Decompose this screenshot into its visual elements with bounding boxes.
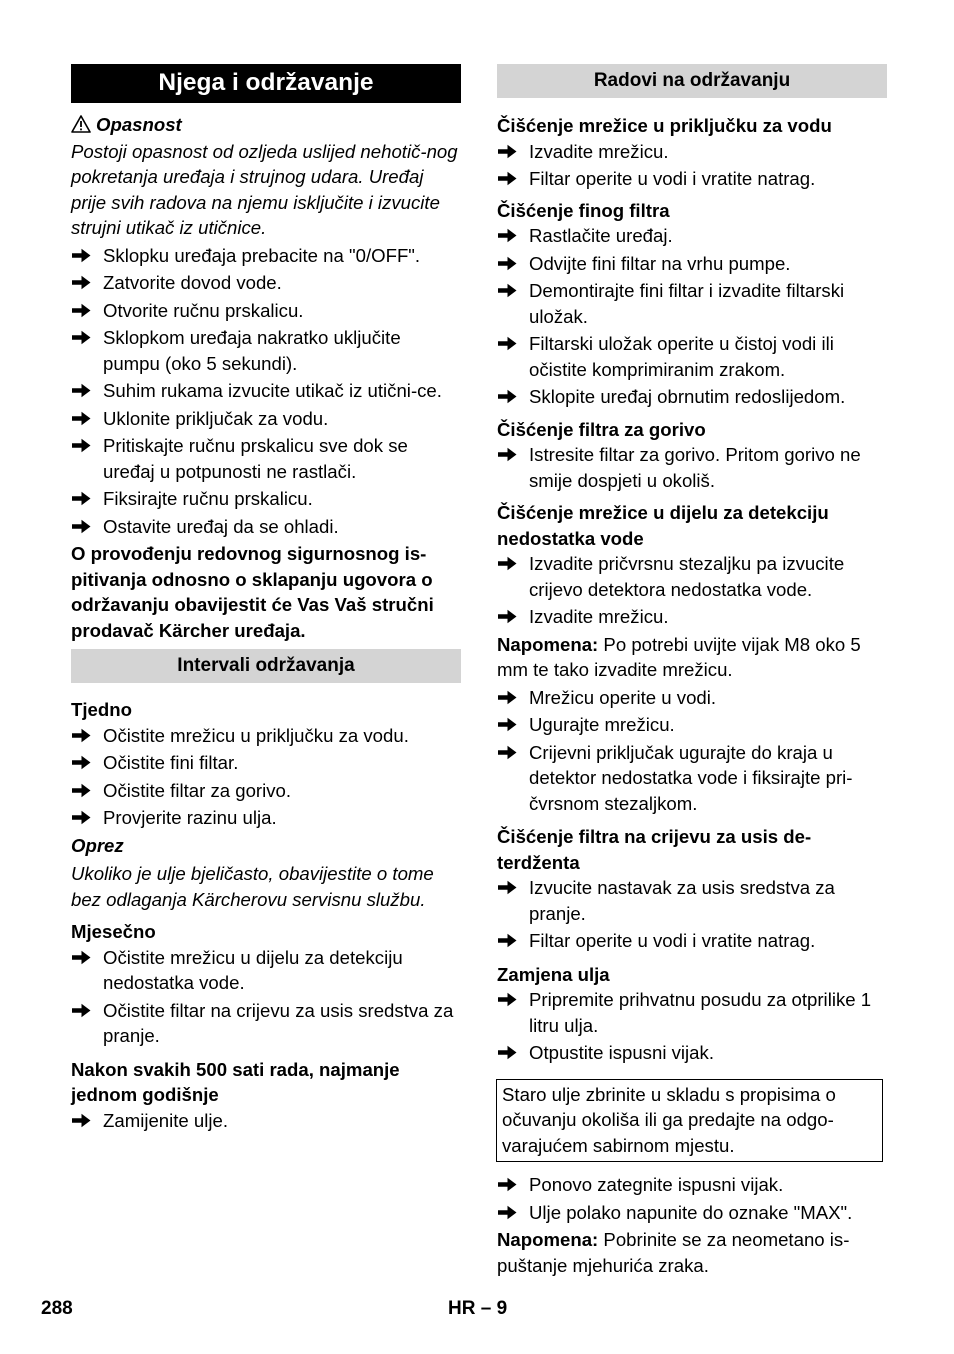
list-item-text: Mrežicu operite u vodi. [529,686,717,708]
arrow-right-icon [498,933,517,948]
list-item-text: Fiksirajte ručnu prskalicu. [103,488,313,509]
arrow-right-icon [498,1205,517,1220]
list-item-text: Očistite fini filtar. [103,752,239,773]
monthly-steps-list [71,945,461,1049]
list-item-text: Suhim rukama izvucite utikač iz utični-ce. [103,380,442,401]
arrow-right-icon [498,690,517,705]
list-item [71,805,461,831]
oil-change-steps-b [497,1172,887,1225]
list-item [497,1200,887,1226]
list-item-text: Filtar operite u vodi i vratite natrag. [529,930,816,951]
list-item [71,243,461,269]
list-item [71,378,461,404]
list-item [497,442,887,493]
water-shortage-steps-b [497,685,887,817]
fuel-filter-heading: Čišćenje filtra za gorivo [497,418,706,440]
list-item-text: Ugurajte mrežicu. [529,714,675,735]
list-item-text: Očistite mrežicu u priključku za vodu. [103,724,409,746]
hours-heading: Nakon svakih 500 sati rada, najmanje jednom godišnje [71,1058,400,1105]
list-item [497,712,887,738]
list-item [497,928,887,954]
arrow-right-icon [72,1003,91,1018]
arrow-right-icon [498,283,517,298]
list-item-text: Pripremite prihvatnu posudu za otprilike 1 litru ulja. [529,989,872,1036]
list-item-text: Ponovo zategnite ispusni vijak. [529,1174,784,1195]
water-connection-strainer-heading: Čišćenje mrežice u priključku za vodu [497,115,832,136]
list-item [497,987,887,1038]
arrow-right-icon [498,717,517,732]
list-item [497,604,887,630]
arrow-right-icon [498,880,517,895]
weekly-heading: Tjedno [71,699,132,720]
arrow-right-icon [72,519,91,534]
list-item [71,298,461,324]
arrow-right-icon [498,1045,517,1060]
arrow-right-icon [498,745,517,760]
list-item [497,740,887,817]
list-item-text: Zatvorite dovod vode. [103,272,282,293]
list-item-text: Filtarski uložak operite u čistoj vodi ili očistite komprimiranim zrakom. [529,333,834,380]
list-item-text: Uklonite priključak za vodu. [103,407,329,429]
environment-notice-box: Staro ulje zbrinite u skladu s propisima o očuvanju okoliša ili ga predajte na odgo-varajućem sabirnom mjestu. [496,1079,883,1163]
arrow-right-icon [72,728,91,743]
list-item [71,1108,461,1134]
list-item [497,223,887,249]
oil-change-heading: Zamjena ulja [497,963,610,985]
list-item [497,685,887,711]
list-item-text: Sklopku uređaja prebacite na "0/OFF". [103,244,421,266]
water-connection-strainer-steps [497,139,887,192]
list-item-text: Sklopite uređaj obrnutim redoslijedom. [529,386,846,407]
note-text: Po potrebi uvijte vijak M8 oko 5 mm te tako izvadite mrežicu. [497,633,861,680]
arrow-right-icon [498,171,517,186]
arrow-right-icon [498,256,517,271]
list-item-text: Provjerite razinu ulja. [103,807,277,828]
arrow-right-icon [498,336,517,351]
list-item-text: Otpustite ispusni vijak. [529,1042,714,1063]
danger-heading [71,112,461,138]
list-item [71,998,461,1049]
list-item-text: Odvijte fini filtar na vrhu pumpe. [529,252,791,274]
note-air-bubbles [497,1227,887,1278]
list-item [71,778,461,804]
list-item [497,166,887,192]
caution-label: Oprez [71,834,124,856]
danger-text: Postoji opasnost od ozljeda uslijed nehotič-nog pokretanja uređaja i strujnog udara. Uređaj prije svih radova na njemu isključite i izvucite strujni utikač iz utičnice. [71,140,458,238]
arrow-right-icon [498,1177,517,1192]
list-item-text: Izvadite mrežicu. [529,140,669,162]
list-item [71,406,461,432]
list-item-text: Izvadite pričvrsnu stezaljku pa izvucite crijevo detektora nedostatka vode. [529,553,845,600]
list-item-text: Demontirajte fini filtar i izvadite filtarski uložak. [529,280,845,327]
arrow-right-icon [72,383,91,398]
note-m8-screw [497,632,887,683]
list-item [71,945,461,996]
arrow-right-icon [72,411,91,426]
danger-label: Opasnost [96,114,182,135]
list-item [497,384,887,410]
arrow-right-icon [72,810,91,825]
arrow-right-icon [72,248,91,263]
list-item [497,1040,887,1066]
oil-change-steps-a [497,987,887,1066]
list-item [71,270,461,296]
arrow-right-icon [498,389,517,404]
language-page-label: HR – 9 [448,1298,508,1319]
list-item-text: Otvorite ručnu prskalicu. [103,299,304,321]
list-item [71,325,461,376]
arrow-right-icon [72,275,91,290]
list-item-text: Izvadite mrežicu. [529,606,669,627]
intervals-heading: Intervali održavanja [71,649,461,683]
list-item [71,514,461,540]
maintenance-works-heading: Radovi na održavanju [497,64,887,98]
list-item-text: Istresite filtar za gorivo. Pritom gorivo ne smije dospjeti u okoliš. [529,444,861,491]
note-label: Napomena: [497,633,599,655]
arrow-right-icon [498,144,517,159]
list-item [497,551,887,602]
left-column [71,64,461,1135]
arrow-right-icon [72,438,91,453]
list-item-text: Ulje polako napunite do oznake "MAX". [529,1201,853,1223]
arrow-right-icon [498,556,517,571]
arrow-right-icon [72,950,91,965]
safety-steps-list [71,243,461,540]
list-item-text: Zamijenite ulje. [103,1109,229,1131]
list-item-text: Očistite mrežicu u dijelu za detekciju nedostatka vode. [103,946,403,993]
page-title: Njega i održavanje [71,64,461,103]
list-item-text: Filtar operite u vodi i vratite natrag. [529,168,816,189]
right-column [497,64,887,1278]
list-item [497,251,887,277]
arrow-right-icon [498,447,517,462]
list-item-text: Sklopkom uređaja nakratko uključite pumpu (oko 5 sekundi). [103,327,401,374]
list-item [497,139,887,165]
detergent-filter-heading: Čišćenje filtra na crijevu za usis de-terdženta [497,826,812,873]
arrow-right-icon [72,1113,91,1128]
note-label: Napomena: [497,1229,599,1250]
weekly-steps-list [71,723,461,831]
note-text: Pobrinite se za neometano is-puštanje mjehurića zraka. [497,1229,850,1276]
arrow-right-icon [498,609,517,624]
water-shortage-steps-a [497,551,887,630]
fuel-filter-steps [497,442,887,493]
list-item [71,723,461,749]
arrow-right-icon [72,755,91,770]
list-item [71,750,461,776]
warning-triangle-icon [71,115,91,133]
list-item [497,875,887,926]
page-number: 288 [41,1298,73,1319]
list-item-text: Pritiskajte ručnu prskalicu sve dok se uređaj u potpunosti ne rastlači. [103,435,408,482]
water-shortage-strainer-heading: Čišćenje mrežice u dijelu za detekciju nedostatka vode [497,502,829,549]
arrow-right-icon [72,783,91,798]
arrow-right-icon [72,303,91,318]
fine-filter-heading: Čišćenje finog filtra [497,199,670,221]
safety-inspection-note: O provođenju redovnog sigurnosnog is-pitivanja odnosno o sklapanju ugovora o održavanju obavijestit će Vas Vaš stručni prodavač Kärcher uređaja. [71,543,434,641]
list-item [497,331,887,382]
arrow-right-icon [498,228,517,243]
arrow-right-icon [498,992,517,1007]
list-item [497,1172,887,1198]
list-item-text: Ostavite uređaj da se ohladi. [103,515,339,537]
list-item [71,486,461,512]
list-item [71,433,461,484]
caution-text: Ukoliko je ulje bjeličasto, obavijestite o tome bez odlaganja Kärcherovu servisnu službu. [71,863,434,910]
list-item-text: Rastlačite uređaj. [529,225,673,246]
detergent-filter-steps [497,875,887,954]
list-item-text: Crijevni priključak ugurajte do kraja u detektor nedostatka vode i fiksirajte pri-čvrsnom stezaljkom. [529,741,853,814]
monthly-heading: Mjesečno [71,921,156,942]
hours-steps-list [71,1108,461,1134]
list-item-text: Očistite filtar na crijevu za usis sredstva za pranje. [103,999,454,1046]
arrow-right-icon [72,330,91,345]
list-item-text: Izvucite nastavak za usis sredstva za pranje. [529,877,835,924]
arrow-right-icon [72,491,91,506]
list-item-text: Očistite filtar za gorivo. [103,779,292,801]
list-item [497,278,887,329]
fine-filter-steps [497,223,887,410]
